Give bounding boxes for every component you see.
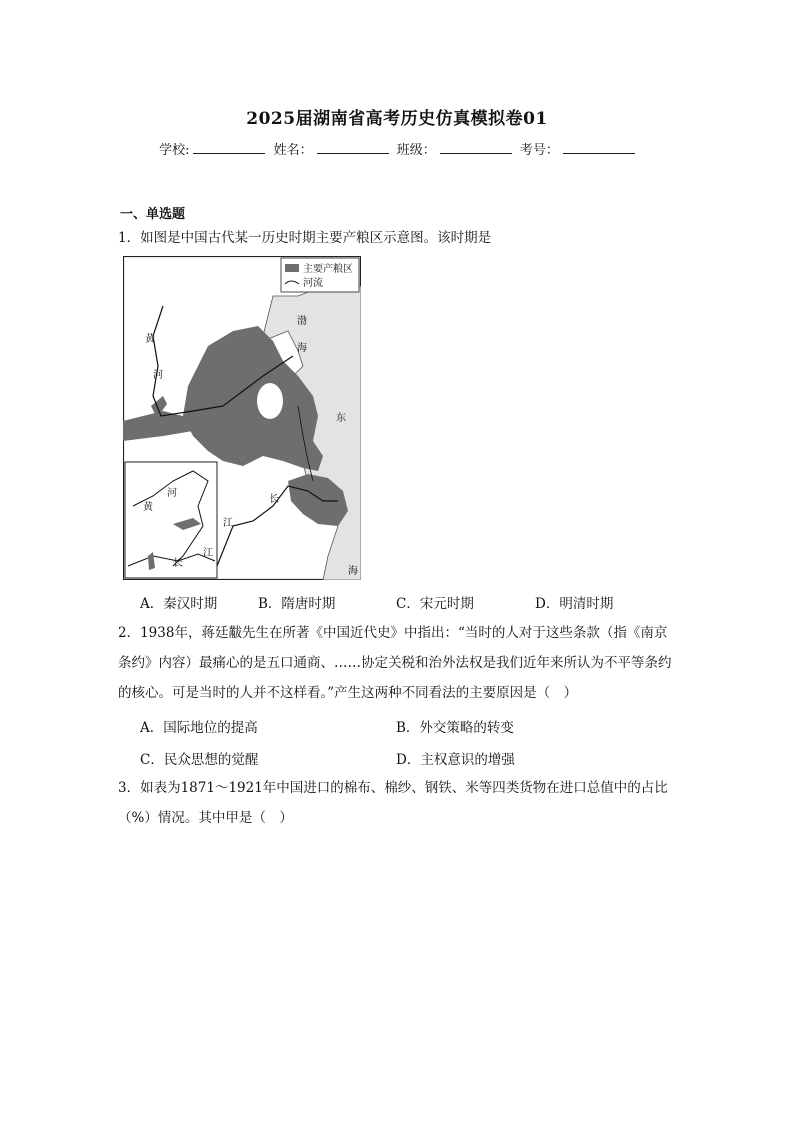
map-label: 海 [348,566,358,577]
map-label: 长 [173,558,183,569]
student-info-line [0,139,794,158]
map-label: 渤 [297,316,307,327]
option-1a[interactable]: A．秦汉时期 [140,596,218,612]
map-label: 东 [336,413,346,424]
question-3-stem: 3．如表为1871～1921年中国进口的棉布、棉纱、钢铁、米等四类货物在进口总值中的占比（%）情况。其中甲是（ ） [118,780,668,826]
legend-region: 主要产粮区 [303,264,353,275]
question-1-stem: 1．如图是中国古代某一历史时期主要产粮区示意图。该时期是 [118,230,492,246]
exam-number-label: 考号： [519,143,559,158]
name-blank[interactable] [317,141,389,154]
grain-region-map [123,256,361,580]
name-label: 姓名： [273,143,313,158]
option-1c[interactable]: C．宋元时期 [396,596,474,612]
option-2d[interactable]: D．主权意识的增强 [396,752,515,768]
map-label: 江 [223,518,233,529]
section-heading: 一、单选题 [120,207,186,222]
map-label: 河 [167,488,177,499]
hill-hole [257,383,283,419]
map-label: 江 [203,548,213,559]
map-label: 黄 [145,334,155,345]
class-label: 班级： [396,143,436,158]
school-blank[interactable] [193,141,265,154]
legend-swatch [285,264,299,272]
map-label: 河 [153,370,163,381]
school-label: 学校: [159,143,190,158]
option-2c[interactable]: C．民众思想的觉醒 [140,752,259,768]
class-blank[interactable] [440,141,512,154]
question-2-stem: 2．1938年，蒋廷黻先生在所著《中国近代史》中指出：“当时的人对于这些条款（指《南京条约》内容）最痛心的是五口通商、……协定关税和治外法权是我们近年来所认为不平等条约的核心。可是当时的人并不这样看。”产生这两种不同看法的主要原因是（ ） [118,625,672,701]
inset-map [125,462,217,578]
exam-number-blank[interactable] [563,141,635,154]
option-2a[interactable]: A．国际地位的提高 [140,720,258,736]
option-2b[interactable]: B．外交策略的转变 [396,720,514,736]
map-label: 长 [269,494,279,505]
map-figure [123,256,361,580]
map-label: 黄 [143,502,153,513]
legend-river: 河流 [303,278,323,289]
option-1b[interactable]: B．隋唐时期 [258,596,336,612]
map-label: 海 [297,343,307,354]
page-title: 2025届湖南省高考历史仿真模拟卷01 [246,109,548,129]
option-1d[interactable]: D．明清时期 [535,596,614,612]
